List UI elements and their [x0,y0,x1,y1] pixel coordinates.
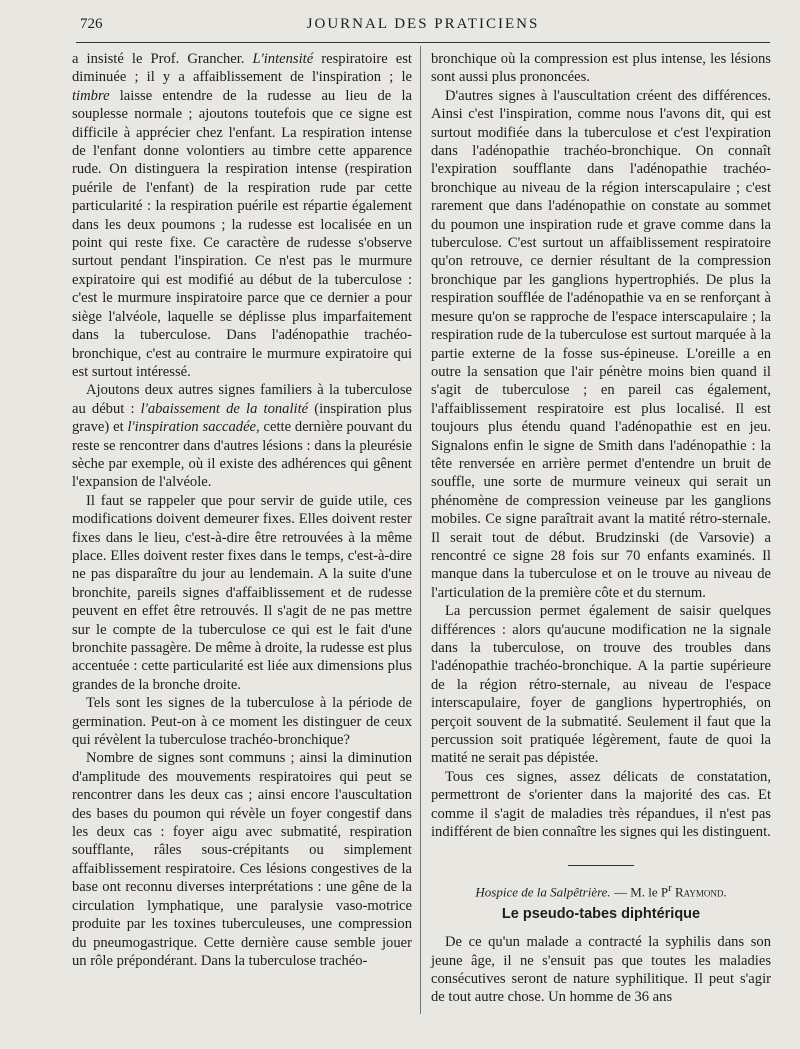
column-divider [420,46,421,1014]
paragraph: D'autres signes à l'auscultation créent des différences. Ainsi c'est l'inspiration, comme nous l'avons dit, qui est surtout modifiée dans la tuberculose et c'est l'expiration dans l'adénopathie trachéo-bronchique. On connaît l'expiration soufflante dans l'adénopathie trachéo-bronchique au niveau de la région interscapulaire ; c'est rarement que dans l'adénopathie on constate au sommet du poumon une inspiration rude et grave comme dans la tuberculose. C'est surtout un affaiblissement respiratoire qu'on retrouve, ce dernier résultant de la compression bronchique par les ganglions hypertrophiés. De plus la respiration soufflée de l'adénopathie va en se renforçant à mesure qu'on se rapproche de l'espace interscapulaire ; la respiration rude de la tuberculose est surtout marquée à la partie externe de la fosse sus-épineuse. L'oreille a en outre la sensation que l'air pénètre moins bien quand il s'agit de tuberculose ; en pareil cas également, l'affaiblissement respiratoire est plus localisé. Il est toujours plus étendu quand l'adénopathie est en jeu. Signalons enfin le signe de Smith dans l'adénopathie : la tête renversée en arrière permet d'entendre un bruit de souffle, une sorte de murmure veineux qui serait un phénomène de compression veineuse par les ganglions mobiles. Ce signe paraîtrait avant la matité rétro-sternale. Il serait tout de début. Brudzinski (de Varsovie) a rencontré ce signe 28 fois sur 70 enfants examinés. Il manque dans la tuberculose et on le trouve au niveau de l'articulation de la première côte et du sternum. [431,87,771,601]
paragraph: La percussion permet également de saisir quelques différences : alors qu'aucune modification ne la signale dans la tuberculose, on trouve des troubles dans l'adénopathie trachéo-bronchique. A la partie supérieure de la région rétro-sternale, au niveau de l'espace interscapulaire, foyer de ganglions hypertrophiés, on perçoit souvent de la submatité. Seulement il faut que la percussion soit pratiquée légèrement, faute de quoi la matité ne serait pas dépistée. [431,603,771,767]
paragraph: Ajoutons deux autres signes familiers à la tuberculose au début : l'abaissement de la tonalité (inspiration plus grave) et l'inspiration saccadée, cette dernière pouvant du reste se rencontrer dans d'autres lésions : dans la pleurésie sèche par exemple, où il existe des adhérences qui gênent l'expansion de l'alvéole. [72,382,412,491]
section-source: Hospice de la Salpêtrière. — M. le $P^r$ Raymond. [475,882,727,900]
section-separator [568,865,634,866]
page-header [76,14,770,43]
left-column [72,50,412,970]
paragraph: De ce qu'un malade a contracté la syphilis dans son jeune âge, il ne s'ensuit pas que toutes les maladies consécutives seront de nature syphilitique. Il peut s'agir de tout autre chose. Un homme de 36 ans [431,934,771,1006]
paragraph: Nombre de signes sont communs ; ainsi la diminution d'amplitude des mouvements respiratoires qui peut se rencontrer dans les deux cas ; ainsi encore l'auscultation des bases du poumon qui révèle un foyer congestif dans les deux cas : foyer aigu avec submatité, respiration soufflante, râles sous-crépitants ou simplement affaiblissement respiratoire. Ces lésions congestives de la base ont reconnu diverses interprétations : une gêne de la circulation lymphatique, une paralysie vaso-motrice produite par les toxines tuberculeuses, une compression du pneumogastrique. Cette dernière cause semble jouer un rôle prépondérant. Dans la tuberculose trachéo- [72,750,412,969]
section-title: Le pseudo-tabes diphtérique [501,905,701,922]
paragraph: Tous ces signes, assez délicats de constatation, permettront de s'orienter dans la majorité des cas. Et comme il s'agit de maladies très répandues, il n'est pas indifférent de bien connaître les signes qui les distinguent. [431,768,771,841]
paragraph: Il faut se rappeler que pour servir de guide utile, ces modifications doivent demeurer fixes. Elles doivent rester fixes dans le lieu, c'est-à-dire être retrouvées à la même place. Elles doivent rester fixes dans le temps, c'est-à-dire ne pas disparaître du jour au lendemain. A la suite d'une bronchite, pareils signes d'affaiblissement et de rudesse peuvent en effet être retrouvés. Il s'agit de ne pas mettre sur le compte de la tuberculose ce qui est le fait d'une bronchite passagère. De même à droite, la rudesse est plus accentuée : cette particularité est liée aux dimensions plus grandes de la bronche droite. [72,492,412,693]
page-number: 726 [80,16,103,32]
right-column [431,50,771,1007]
paragraph: Tels sont les signes de la tuberculose à la période de germination. Peut-on à ce moment les distinguer de ceux qui révèlent la tuberculose trachéo-bronchique? [72,695,412,749]
paragraph: bronchique où la compression est plus intense, les lésions sont aussi plus prononcées. [431,51,771,86]
journal-title: JOURNAL DES PRATICIENS [306,16,540,32]
paragraph: a insisté le Prof. Grancher. L'intensité respiratoire est diminuée ; il y a affaiblissement de l'inspiration ; le timbre laisse entendre de la rudesse au lieu de la souplesse normale ; ajoutons toutefois que ce signe est difficile à apprécier chez l'enfant. La respiration intense de l'enfant donne volontiers au timbre cette apparence rude. On distinguera la respiration intense (respiration puérile de l'enfant) de la respiration rude par cette particularité : la respiration puérile est répartie également dans les deux poumons ; la rudesse est localisée en un point qui reste fixe. Ce caractère de rudesse s'observe surtout pendant l'inspiration. Ce n'est pas le murmure expiratoire qui est modifié au début de la tuberculose : c'est le murmure inspiratoire parce que ce dernier a pour siège l'alvéole, laquelle se déplisse plus imparfaitement dans la tuberculose. Dans l'adénopathie trachéo-bronchique, c'est au contraire le murmure expiratoire qui est surtout intéressé. [72,51,412,380]
